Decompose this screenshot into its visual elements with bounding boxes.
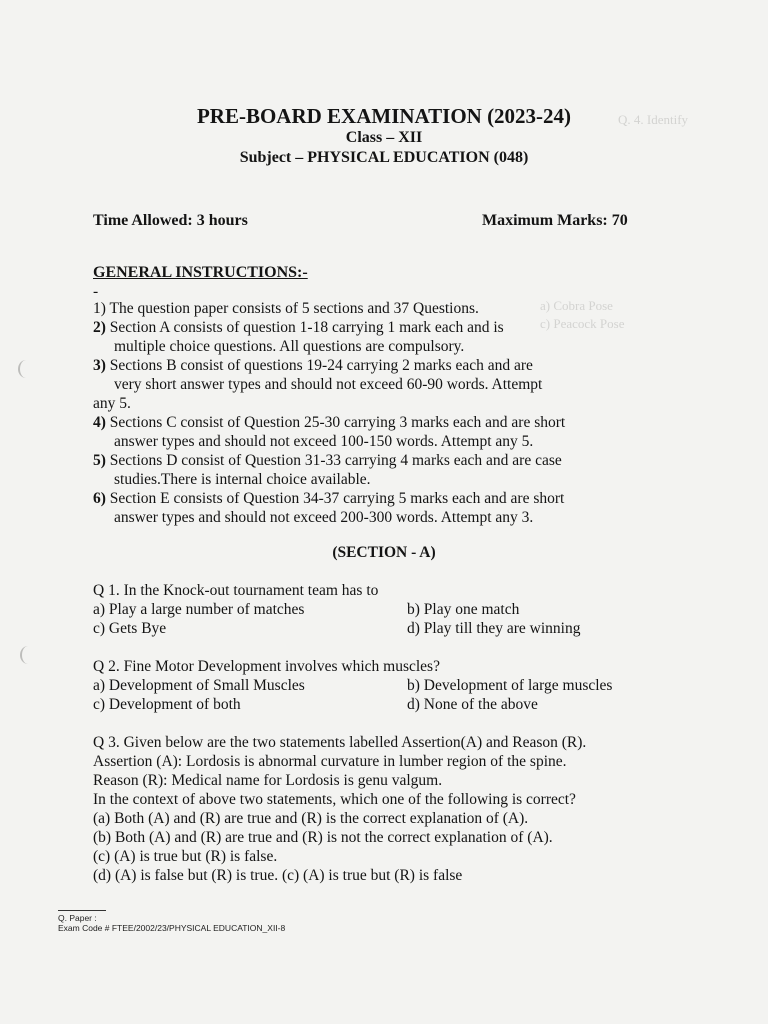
instruction-text: Sections D consist of Question 31-33 carrying 4 marks each and are case xyxy=(105,452,562,469)
question-2: Q 2. Fine Motor Development involves which muscles? xyxy=(93,658,440,675)
q2-option-d: d) None of the above xyxy=(407,696,538,713)
instruction-3-continued-2: any 5. xyxy=(93,395,131,412)
instruction-number: 5) xyxy=(93,452,106,469)
bleed-through-text: c) Peacock Pose xyxy=(540,316,625,331)
question-3: Q 3. Given below are the two statements labelled Assertion(A) and Reason (R). xyxy=(93,734,587,751)
q3-option-b: (b) Both (A) and (R) are true and (R) is not the correct explanation of (A). xyxy=(93,829,553,846)
instruction-6 xyxy=(93,490,564,509)
exam-title: PRE-BOARD EXAMINATION (2023-24) xyxy=(196,104,572,128)
instruction-text: Sections B consist of questions 19-24 carrying 2 marks each and are xyxy=(105,357,533,374)
instruction-6-continued: answer types and should not exceed 200-300 words. Attempt any 3. xyxy=(114,509,534,526)
q1-option-b: b) Play one match xyxy=(407,601,520,618)
q3-option-d: (d) (A) is false but (R) is true. (c) (A) is true but (R) is false xyxy=(93,867,463,884)
class-label: Class – XII xyxy=(345,129,423,146)
instruction-4-continued: answer types and should not exceed 100-150 words. Attempt any 5. xyxy=(114,433,534,450)
instructions-heading: GENERAL INSTRUCTIONS:- xyxy=(93,264,308,281)
footer-exam-code: Exam Code # FTEE/2002/23/PHYSICAL EDUCATION_XII-8 xyxy=(58,923,286,933)
q3-assertion: Assertion (A): Lordosis is abnormal curvature in lumber region of the spine. xyxy=(93,753,567,770)
bleed-through-text: Q. 4. Identify xyxy=(618,112,689,127)
instruction-text: Section E consists of Question 34-37 carrying 5 marks each and are short xyxy=(105,490,565,507)
instructions-dash: - xyxy=(93,283,99,300)
binding-hole-mark xyxy=(18,360,34,378)
instruction-4 xyxy=(93,414,565,433)
instruction-3 xyxy=(93,357,533,376)
q1-option-a: a) Play a large number of matches xyxy=(93,601,305,618)
instruction-number: 6) xyxy=(93,490,106,507)
time-allowed: Time Allowed: 3 hours xyxy=(93,212,248,229)
q2-option-a: a) Development of Small Muscles xyxy=(93,677,305,694)
bleed-through-text: a) Cobra Pose xyxy=(540,298,613,313)
q2-option-c: c) Development of both xyxy=(93,696,241,713)
q1-option-d: d) Play till they are winning xyxy=(407,620,581,637)
binding-hole-mark xyxy=(20,646,36,664)
instruction-number: 4) xyxy=(93,414,106,431)
footer-rule xyxy=(58,910,106,911)
q2-option-b: b) Development of large muscles xyxy=(407,677,613,694)
instruction-2 xyxy=(93,319,504,338)
instruction-2-continued: multiple choice questions. All questions are compulsory. xyxy=(114,338,465,355)
q3-option-c: (c) (A) is true but (R) is false. xyxy=(93,848,278,865)
q3-option-a: (a) Both (A) and (R) are true and (R) is the correct explanation of (A). xyxy=(93,810,529,827)
instruction-text: The question paper consists of 5 sections and 37 Questions. xyxy=(105,300,479,317)
q3-reason: Reason (R): Medical name for Lordosis is genu valgum. xyxy=(93,772,443,789)
instruction-number: 1) xyxy=(93,300,106,317)
instruction-text: Section A consists of question 1-18 carrying 1 mark each and is xyxy=(105,319,504,336)
section-a-heading: (SECTION - A) xyxy=(332,544,436,561)
q3-context: In the context of above two statements, which one of the following is correct? xyxy=(93,791,576,808)
instruction-5 xyxy=(93,452,562,471)
instruction-3-continued: very short answer types and should not exceed 60-90 words. Attempt xyxy=(114,376,543,393)
instruction-text: Sections C consist of Question 25-30 carrying 3 marks each and are short xyxy=(105,414,566,431)
instruction-1 xyxy=(93,300,479,319)
instruction-5-continued: studies.There is internal choice available. xyxy=(114,471,371,488)
question-1: Q 1. In the Knock-out tournament team has to xyxy=(93,582,379,599)
footer-paper: Q. Paper : xyxy=(58,913,97,923)
subject-label: Subject – PHYSICAL EDUCATION (048) xyxy=(239,149,529,166)
q1-option-c: c) Gets Bye xyxy=(93,620,167,637)
instruction-number: 2) xyxy=(93,319,106,336)
instruction-number: 3) xyxy=(93,357,106,374)
maximum-marks: Maximum Marks: 70 xyxy=(482,212,628,229)
